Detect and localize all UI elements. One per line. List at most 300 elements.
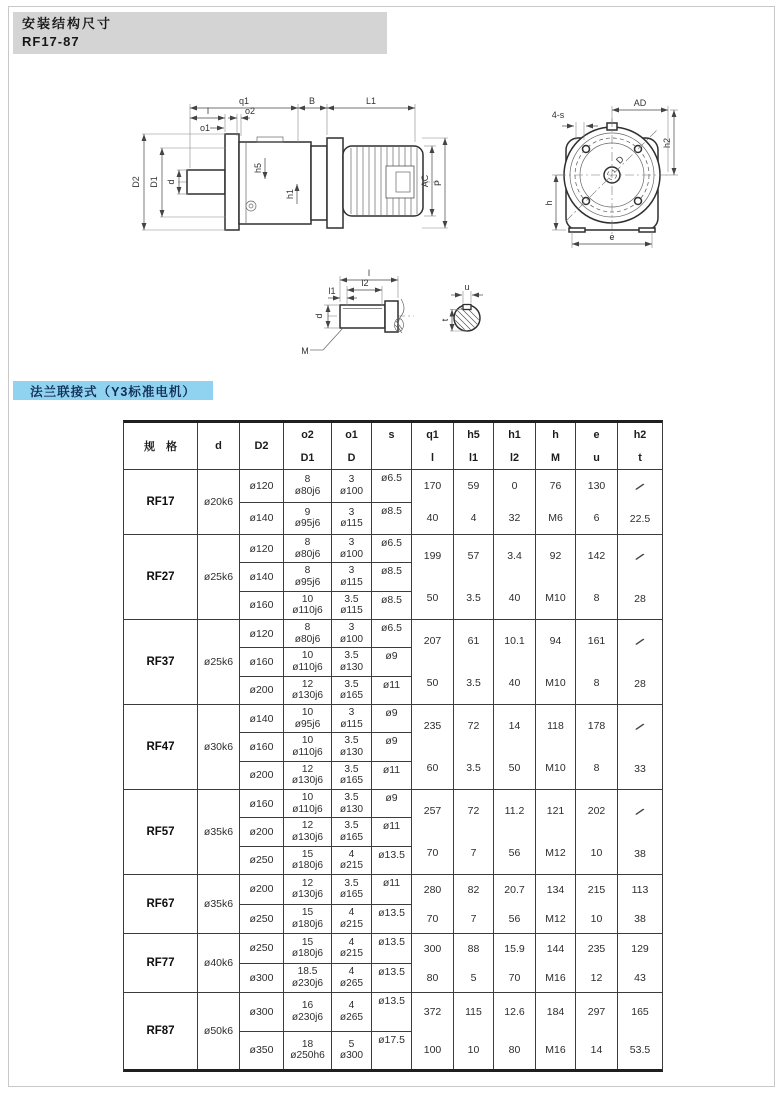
front-view-drawing	[544, 98, 678, 248]
value-e: 161	[587, 635, 606, 647]
table-header-spec: 规 格	[124, 423, 198, 469]
table-cell-D2: ø200	[240, 875, 284, 904]
table-cell-o1-D	[332, 1032, 372, 1070]
value-h1: 10.1	[504, 635, 525, 647]
table-cell-o2-D1	[284, 563, 332, 590]
value-o2: 8	[304, 537, 311, 549]
table-subrow	[240, 762, 412, 789]
value-e: 202	[587, 805, 606, 817]
value-o2: 15	[301, 936, 314, 948]
value-l: 80	[426, 971, 439, 984]
table-header-top: e	[593, 429, 600, 441]
value-h: 118	[547, 720, 564, 732]
value-t: 28	[634, 677, 646, 690]
value-e: 215	[587, 883, 606, 896]
value-t: 38	[634, 912, 646, 925]
table-cell-h5-l1	[454, 875, 494, 933]
table-header-top: h	[552, 429, 559, 441]
table-cell-h2-t	[618, 934, 662, 992]
section-label-flange-type: 法兰联接式（Y3标准电机）	[13, 381, 213, 400]
table-cell-q1-l	[412, 620, 454, 704]
table-header-d: d	[198, 423, 240, 469]
value-l2: 56	[508, 912, 521, 925]
table-subrow	[240, 875, 412, 905]
value-h5: 59	[467, 480, 480, 492]
value-o2: 12	[301, 877, 314, 889]
table-cell-o1-D	[332, 993, 372, 1031]
table-cell-o2-D1	[284, 818, 332, 845]
value-h1: 3.4	[507, 550, 522, 562]
value-l1: 10	[467, 1044, 480, 1056]
table-cell-s: ø13.5	[372, 905, 412, 934]
dim-label-L1: L1	[365, 96, 377, 106]
value-h2: 113	[631, 883, 649, 896]
table-cell-s: ø9	[372, 705, 412, 732]
table-cell-model: RF47	[124, 705, 198, 789]
value-D: ø265	[339, 977, 364, 989]
value-M: M16	[545, 971, 566, 984]
value-D: ø115	[340, 576, 363, 588]
value-l1: 3.5	[466, 677, 481, 689]
table-row-group	[124, 535, 662, 620]
value-D1: ø95j6	[294, 576, 321, 588]
table-header-D2: D2	[240, 423, 284, 469]
value-D: ø215	[339, 860, 364, 872]
value-o2: 9	[304, 506, 311, 518]
table-cell-d: ø25k6	[198, 535, 240, 619]
table-cell-o1-D	[332, 535, 372, 562]
value-D: ø165	[339, 775, 364, 787]
value-l: 70	[426, 847, 439, 859]
value-D1: ø80j6	[294, 633, 321, 645]
value-h1: 20.7	[504, 883, 525, 896]
value-t: 43	[634, 971, 646, 984]
table-cell-o2-D1	[284, 934, 332, 963]
value-l: 70	[426, 912, 439, 925]
table-header-bottom: u	[593, 452, 600, 464]
table-cell-s: ø13.5	[372, 934, 412, 963]
table-cell-o1-D	[332, 875, 372, 904]
value-h: 121	[546, 805, 565, 817]
value-l2: 70	[508, 971, 521, 984]
table-cell-h-M	[536, 620, 576, 704]
bolt-hole	[583, 146, 590, 153]
value-u: 8	[593, 592, 600, 604]
table-cell-model: RF37	[124, 620, 198, 704]
table-cell-D2: ø200	[240, 677, 284, 704]
table-subrow	[240, 1032, 412, 1070]
table-cell-o2-D1	[284, 1032, 332, 1070]
value-o1: 4	[348, 848, 355, 860]
value-l2: 56	[508, 847, 521, 859]
table-cell-h5-l1	[454, 790, 494, 874]
value-D: ø130	[339, 803, 364, 815]
table-cell-h-M	[536, 934, 576, 992]
value-D1: ø110j6	[292, 605, 323, 617]
table-cell-s: ø13.5	[372, 847, 412, 874]
table-cell-o2-D1	[284, 470, 332, 502]
value-D1: ø180j6	[291, 918, 324, 930]
table-header-pair	[412, 423, 454, 469]
dim-label-q1: q1	[238, 96, 250, 106]
value-u: 6	[593, 512, 600, 524]
table-cell-h2-t	[618, 470, 662, 534]
value-h1: 14	[508, 720, 521, 732]
table-cell-D2: ø120	[240, 535, 284, 562]
table-cell-h1-l2	[494, 535, 536, 619]
table-cell-s: ø13.5	[372, 964, 412, 993]
table-cell-o2-D1	[284, 705, 332, 732]
table-subrows	[240, 934, 412, 992]
table-cell-o1-D	[332, 648, 372, 675]
table-row-group	[124, 993, 662, 1069]
table-cell-model: RF27	[124, 535, 198, 619]
value-h1: 12.6	[504, 1006, 525, 1018]
mounting-flange	[225, 134, 239, 230]
value-M: M10	[545, 677, 566, 689]
value-h: 76	[549, 480, 562, 492]
table-cell-h1-l2	[494, 470, 536, 534]
value-D1: ø110j6	[292, 803, 323, 815]
value-M: M12	[545, 912, 566, 925]
value-D: ø265	[339, 1011, 364, 1023]
value-M: M16	[545, 1044, 566, 1056]
table-cell-q1-l	[412, 934, 454, 992]
table-cell-o1-D	[332, 964, 372, 993]
table-cell-D2: ø120	[240, 620, 284, 647]
value-h2: 129	[631, 942, 649, 955]
value-o2: 18	[301, 1038, 314, 1050]
table-cell-o2-D1	[284, 503, 332, 535]
value-D1: ø130j6	[291, 775, 324, 787]
table-header-bottom: l	[431, 452, 434, 464]
table-cell-d: ø40k6	[198, 934, 240, 992]
table-subrows	[240, 875, 412, 933]
page-title-line2: RF17-87	[22, 34, 80, 49]
table-cell-D2: ø160	[240, 733, 284, 760]
value-D1: ø95j6	[294, 718, 321, 730]
value-t: 22.5	[629, 512, 651, 525]
table-row-group	[124, 470, 662, 535]
value-q1: 257	[423, 805, 442, 817]
value-o1: 4	[348, 936, 355, 948]
table-cell-h5-l1	[454, 470, 494, 534]
value-h2: 165	[631, 1006, 649, 1018]
value-D1: ø110j6	[292, 661, 323, 673]
value-l1: 7	[470, 847, 477, 859]
table-cell-s: ø11	[372, 762, 412, 789]
table-cell-D2: ø350	[240, 1032, 284, 1070]
table-cell-model: RF77	[124, 934, 198, 992]
dim-label-4s: 4-s	[551, 110, 565, 120]
table-subrows	[240, 790, 412, 874]
table-cell-s: ø13.5	[372, 993, 412, 1031]
value-h2: /	[634, 634, 646, 649]
table-header-top: s	[388, 429, 395, 441]
value-o2: 18.5	[297, 966, 318, 978]
table-subrow	[240, 677, 412, 704]
table-cell-s: ø6.5	[372, 620, 412, 647]
table-cell-o1-D	[332, 705, 372, 732]
value-t: 38	[634, 847, 646, 860]
table-subrow	[240, 964, 412, 993]
value-h2: /	[634, 479, 646, 494]
dim-label-D: D	[614, 154, 626, 166]
value-o1: 3.5	[344, 678, 359, 690]
table-cell-d: ø20k6	[198, 470, 240, 534]
table-subrow	[240, 847, 412, 874]
table-cell-D2: ø120	[240, 470, 284, 502]
value-l2: 50	[508, 762, 521, 774]
value-D1: ø250h6	[290, 1050, 325, 1062]
dim-label-l2: l2	[361, 278, 369, 288]
value-o2: 15	[301, 907, 314, 919]
table-cell-s: ø8.5	[372, 503, 412, 535]
table-cell-o2-D1	[284, 592, 332, 619]
value-q1: 199	[423, 550, 442, 562]
table-header-top: h5	[467, 429, 480, 441]
value-l: 100	[423, 1044, 442, 1056]
value-o1: 4	[348, 1000, 355, 1012]
table-cell-D2: ø250	[240, 934, 284, 963]
table-cell-s: ø9	[372, 733, 412, 760]
page-title-box	[13, 12, 387, 54]
value-o1: 3	[348, 565, 355, 577]
table-cell-h2-t	[618, 993, 662, 1069]
value-D: ø115	[340, 518, 363, 530]
table-row-group	[124, 705, 662, 790]
table-cell-h5-l1	[454, 934, 494, 992]
table-cell-model: RF57	[124, 790, 198, 874]
table-cell-e-u	[576, 470, 618, 534]
value-D: ø165	[339, 690, 364, 702]
value-D: ø165	[339, 889, 364, 901]
value-o1: 3.5	[344, 820, 359, 832]
table-cell-o1-D	[332, 592, 372, 619]
table-header-pair	[494, 423, 536, 469]
technical-drawing	[60, 80, 720, 375]
value-D: ø300	[339, 1050, 364, 1062]
table-header-bottom: M	[551, 452, 560, 464]
value-h5: 72	[467, 720, 480, 732]
table-cell-d: ø30k6	[198, 705, 240, 789]
value-D1: ø110j6	[292, 746, 323, 758]
table-cell-D2: ø140	[240, 563, 284, 590]
table-subrow	[240, 993, 412, 1032]
table-subrow	[240, 733, 412, 761]
table-cell-h1-l2	[494, 875, 536, 933]
value-l2: 40	[508, 677, 521, 689]
value-D: ø115	[340, 718, 363, 730]
dim-label-B: B	[308, 96, 316, 106]
table-subrow	[240, 818, 412, 846]
value-e: 142	[587, 550, 606, 562]
value-D1: ø130j6	[291, 889, 324, 901]
table-subrows	[240, 705, 412, 789]
dim-label-o1: o1	[199, 123, 211, 133]
table-header-bottom: D1	[300, 452, 315, 464]
table-cell-D2: ø200	[240, 818, 284, 845]
value-D: ø115	[340, 605, 363, 617]
table-cell-D2: ø160	[240, 790, 284, 817]
table-cell-D2: ø140	[240, 503, 284, 535]
value-D: ø100	[339, 485, 364, 497]
table-cell-o1-D	[332, 905, 372, 934]
value-o1: 3	[348, 506, 355, 518]
table-cell-s: ø9	[372, 648, 412, 675]
table-cell-o1-D	[332, 503, 372, 535]
value-D1: ø230j6	[291, 977, 324, 989]
value-D1: ø180j6	[291, 860, 324, 872]
table-subrow	[240, 470, 412, 503]
table-subrows	[240, 470, 412, 534]
table-cell-h5-l1	[454, 535, 494, 619]
dim-label-AC: AC	[420, 174, 430, 188]
table-row-group	[124, 620, 662, 705]
value-q1: 207	[423, 635, 442, 647]
bolt-hole	[635, 198, 642, 205]
table-header-pair	[332, 423, 372, 469]
value-o1: 3.5	[344, 877, 359, 889]
table-cell-s: ø8.5	[372, 563, 412, 590]
value-h2: /	[634, 549, 646, 564]
table-subrow	[240, 620, 412, 648]
value-l1: 4	[470, 512, 477, 524]
table-cell-D2: ø160	[240, 648, 284, 675]
table-cell-d: ø25k6	[198, 620, 240, 704]
table-cell-s: ø8.5	[372, 592, 412, 619]
value-q1: 280	[423, 883, 442, 896]
value-D1: ø80j6	[294, 485, 321, 497]
value-o2: 10	[301, 792, 314, 804]
table-cell-o2-D1	[284, 964, 332, 993]
value-t: 33	[634, 762, 646, 775]
value-t: 28	[634, 592, 646, 605]
table-cell-h1-l2	[494, 934, 536, 992]
value-h: 134	[546, 883, 565, 896]
value-l: 40	[426, 512, 439, 524]
value-u: 8	[593, 762, 600, 774]
table-cell-h5-l1	[454, 705, 494, 789]
table-subrows	[240, 620, 412, 704]
dim-label-M: M	[301, 346, 309, 356]
table-cell-e-u	[576, 705, 618, 789]
table-cell-o2-D1	[284, 790, 332, 817]
value-u: 14	[590, 1044, 603, 1056]
value-l1: 5	[470, 971, 477, 984]
value-o2: 10	[301, 650, 314, 662]
adapter-ring	[311, 146, 327, 220]
table-cell-model: RF67	[124, 875, 198, 933]
value-e: 130	[587, 480, 606, 492]
table-cell-h5-l1	[454, 993, 494, 1069]
table-subrow	[240, 705, 412, 733]
value-M: M12	[545, 847, 566, 859]
value-M: M10	[545, 592, 566, 604]
page-title-line1: 安装结构尺寸	[22, 16, 113, 31]
table-cell-D2: ø300	[240, 993, 284, 1031]
table-cell-s: ø11	[372, 818, 412, 845]
table-cell-h2-t	[618, 535, 662, 619]
dim-label-D1: D1	[149, 176, 159, 188]
table-header-bottom: t	[638, 452, 642, 464]
value-o2: 10	[301, 707, 314, 719]
table-cell-o2-D1	[284, 905, 332, 934]
table-cell-o1-D	[332, 934, 372, 963]
value-o2: 8	[304, 622, 311, 634]
table-cell-o1-D	[332, 733, 372, 760]
table-cell-s: ø17.5	[372, 1032, 412, 1070]
dim-label-o2: o2	[244, 106, 256, 116]
value-o2: 12	[301, 678, 314, 690]
value-l1: 7	[470, 912, 477, 925]
value-l: 60	[426, 762, 439, 774]
value-o2: 8	[304, 474, 311, 486]
table-cell-D2: ø140	[240, 705, 284, 732]
table-cell-q1-l	[412, 993, 454, 1069]
table-cell-e-u	[576, 993, 618, 1069]
table-cell-e-u	[576, 934, 618, 992]
value-l2: 40	[508, 592, 521, 604]
value-h1: 0	[511, 480, 518, 492]
table-header-top: o1	[345, 429, 358, 441]
table-cell-d: ø50k6	[198, 993, 240, 1069]
table-cell-D2: ø200	[240, 762, 284, 789]
value-e: 297	[587, 1006, 606, 1018]
table-cell-o2-D1	[284, 648, 332, 675]
value-o1: 3	[348, 622, 355, 634]
dim-label-D2: D2	[131, 176, 141, 188]
value-l: 50	[426, 592, 439, 604]
value-D1: ø230j6	[291, 1011, 324, 1023]
value-o1: 4	[348, 966, 355, 978]
dim-label-l1: l1	[328, 286, 336, 296]
table-subrow	[240, 648, 412, 676]
value-h: 144	[546, 942, 565, 955]
dim-label-d: d	[166, 179, 176, 185]
value-h2: /	[634, 719, 646, 734]
value-D: ø165	[339, 831, 364, 843]
table-cell-h2-t	[618, 875, 662, 933]
table-cell-h-M	[536, 470, 576, 534]
value-o2: 12	[301, 820, 314, 832]
value-D1: ø130j6	[291, 690, 324, 702]
table-row-group	[124, 875, 662, 934]
table-cell-e-u	[576, 535, 618, 619]
motor-flange	[327, 138, 343, 228]
table-cell-D2: ø160	[240, 592, 284, 619]
table-cell-o1-D	[332, 677, 372, 704]
table-header-pair	[576, 423, 618, 469]
value-D: ø100	[339, 633, 364, 645]
value-o2: 10	[301, 593, 314, 605]
table-cell-e-u	[576, 790, 618, 874]
shaft-section-drawing	[440, 282, 485, 356]
table-cell-e-u	[576, 620, 618, 704]
table-subrows	[240, 535, 412, 619]
table-cell-e-u	[576, 875, 618, 933]
table-cell-h-M	[536, 705, 576, 789]
value-h5: 115	[465, 1006, 482, 1018]
value-h5: 57	[467, 550, 480, 562]
table-cell-h-M	[536, 875, 576, 933]
table-cell-model: RF87	[124, 993, 198, 1069]
value-h: 94	[549, 635, 562, 647]
table-cell-o2-D1	[284, 733, 332, 760]
dim-label-l-shaft: l	[368, 268, 370, 278]
table-cell-o2-D1	[284, 620, 332, 647]
value-D: ø215	[339, 918, 364, 930]
